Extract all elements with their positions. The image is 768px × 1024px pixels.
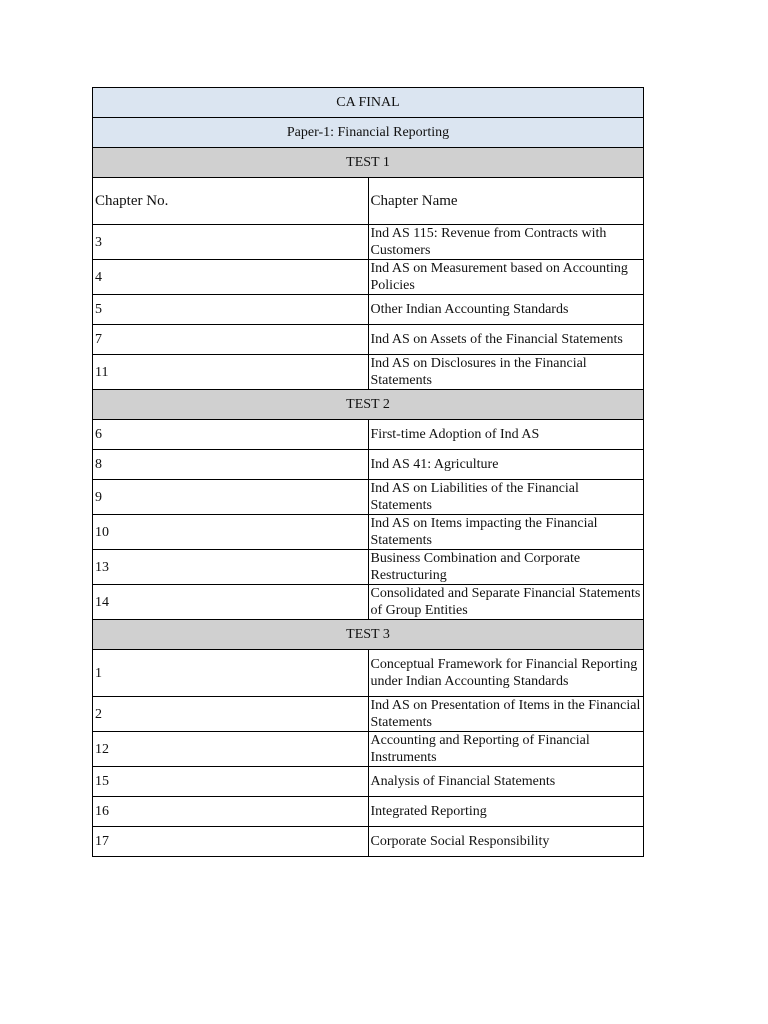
- chapter-no: 9: [93, 480, 369, 515]
- chapter-name: First-time Adoption of Ind AS: [368, 420, 644, 450]
- test-header-row: [93, 390, 644, 420]
- test-label: TEST 2: [93, 390, 644, 420]
- chapter-row: [93, 450, 644, 480]
- chapter-row: [93, 697, 644, 732]
- chapter-no: 14: [93, 585, 369, 620]
- chapter-no: 10: [93, 515, 369, 550]
- chapter-no: 5: [93, 295, 369, 325]
- chapter-no: 4: [93, 260, 369, 295]
- chapter-name: Business Combination and Corporate Restructuring: [368, 550, 644, 585]
- chapter-row: [93, 650, 644, 697]
- chapter-name: Corporate Social Responsibility: [368, 827, 644, 857]
- chapter-row: [93, 797, 644, 827]
- chapter-no: 6: [93, 420, 369, 450]
- chapter-no: 11: [93, 355, 369, 390]
- test-label: TEST 3: [93, 620, 644, 650]
- chapter-name: Ind AS 41: Agriculture: [368, 450, 644, 480]
- chapter-no: 2: [93, 697, 369, 732]
- chapter-row: [93, 585, 644, 620]
- chapter-name: Ind AS on Presentation of Items in the Financial Statements: [368, 697, 644, 732]
- chapter-no: 1: [93, 650, 369, 697]
- chapter-row: [93, 827, 644, 857]
- paper-title: Paper-1: Financial Reporting: [93, 118, 644, 148]
- chapter-name: Ind AS on Liabilities of the Financial Statements: [368, 480, 644, 515]
- chapter-row: [93, 515, 644, 550]
- chapter-name: Accounting and Reporting of Financial Instruments: [368, 732, 644, 767]
- chapter-no-header: Chapter No.: [93, 178, 369, 225]
- chapter-no: 12: [93, 732, 369, 767]
- chapter-name: Ind AS on Items impacting the Financial Statements: [368, 515, 644, 550]
- column-header-row: [93, 178, 644, 225]
- title-row: [93, 88, 644, 118]
- chapter-name: Other Indian Accounting Standards: [368, 295, 644, 325]
- syllabus-table: [92, 87, 644, 857]
- chapter-no: 13: [93, 550, 369, 585]
- chapter-no: 15: [93, 767, 369, 797]
- chapter-row: [93, 480, 644, 515]
- chapter-row: [93, 295, 644, 325]
- chapter-no: 3: [93, 225, 369, 260]
- chapter-name-header: Chapter Name: [368, 178, 644, 225]
- chapter-name: Conceptual Framework for Financial Reporting under Indian Accounting Standards: [368, 650, 644, 697]
- chapter-row: [93, 355, 644, 390]
- chapter-row: [93, 260, 644, 295]
- chapter-row: [93, 732, 644, 767]
- chapter-no: 17: [93, 827, 369, 857]
- chapter-name: Consolidated and Separate Financial Statements of Group Entities: [368, 585, 644, 620]
- chapter-row: [93, 767, 644, 797]
- paper-row: [93, 118, 644, 148]
- chapter-name: Ind AS on Measurement based on Accounting Policies: [368, 260, 644, 295]
- chapter-name: Ind AS on Assets of the Financial Statements: [368, 325, 644, 355]
- chapter-name: Ind AS on Disclosures in the Financial Statements: [368, 355, 644, 390]
- chapter-row: [93, 325, 644, 355]
- test-label: TEST 1: [93, 148, 644, 178]
- chapter-name: Ind AS 115: Revenue from Contracts with Customers: [368, 225, 644, 260]
- test-header-row: [93, 620, 644, 650]
- chapter-name: Integrated Reporting: [368, 797, 644, 827]
- chapter-no: 8: [93, 450, 369, 480]
- document-title: CA FINAL: [93, 88, 644, 118]
- chapter-row: [93, 225, 644, 260]
- chapter-row: [93, 420, 644, 450]
- chapter-name: Analysis of Financial Statements: [368, 767, 644, 797]
- chapter-no: 16: [93, 797, 369, 827]
- test-header-row: [93, 148, 644, 178]
- chapter-row: [93, 550, 644, 585]
- chapter-no: 7: [93, 325, 369, 355]
- syllabus-table-body: [93, 88, 644, 857]
